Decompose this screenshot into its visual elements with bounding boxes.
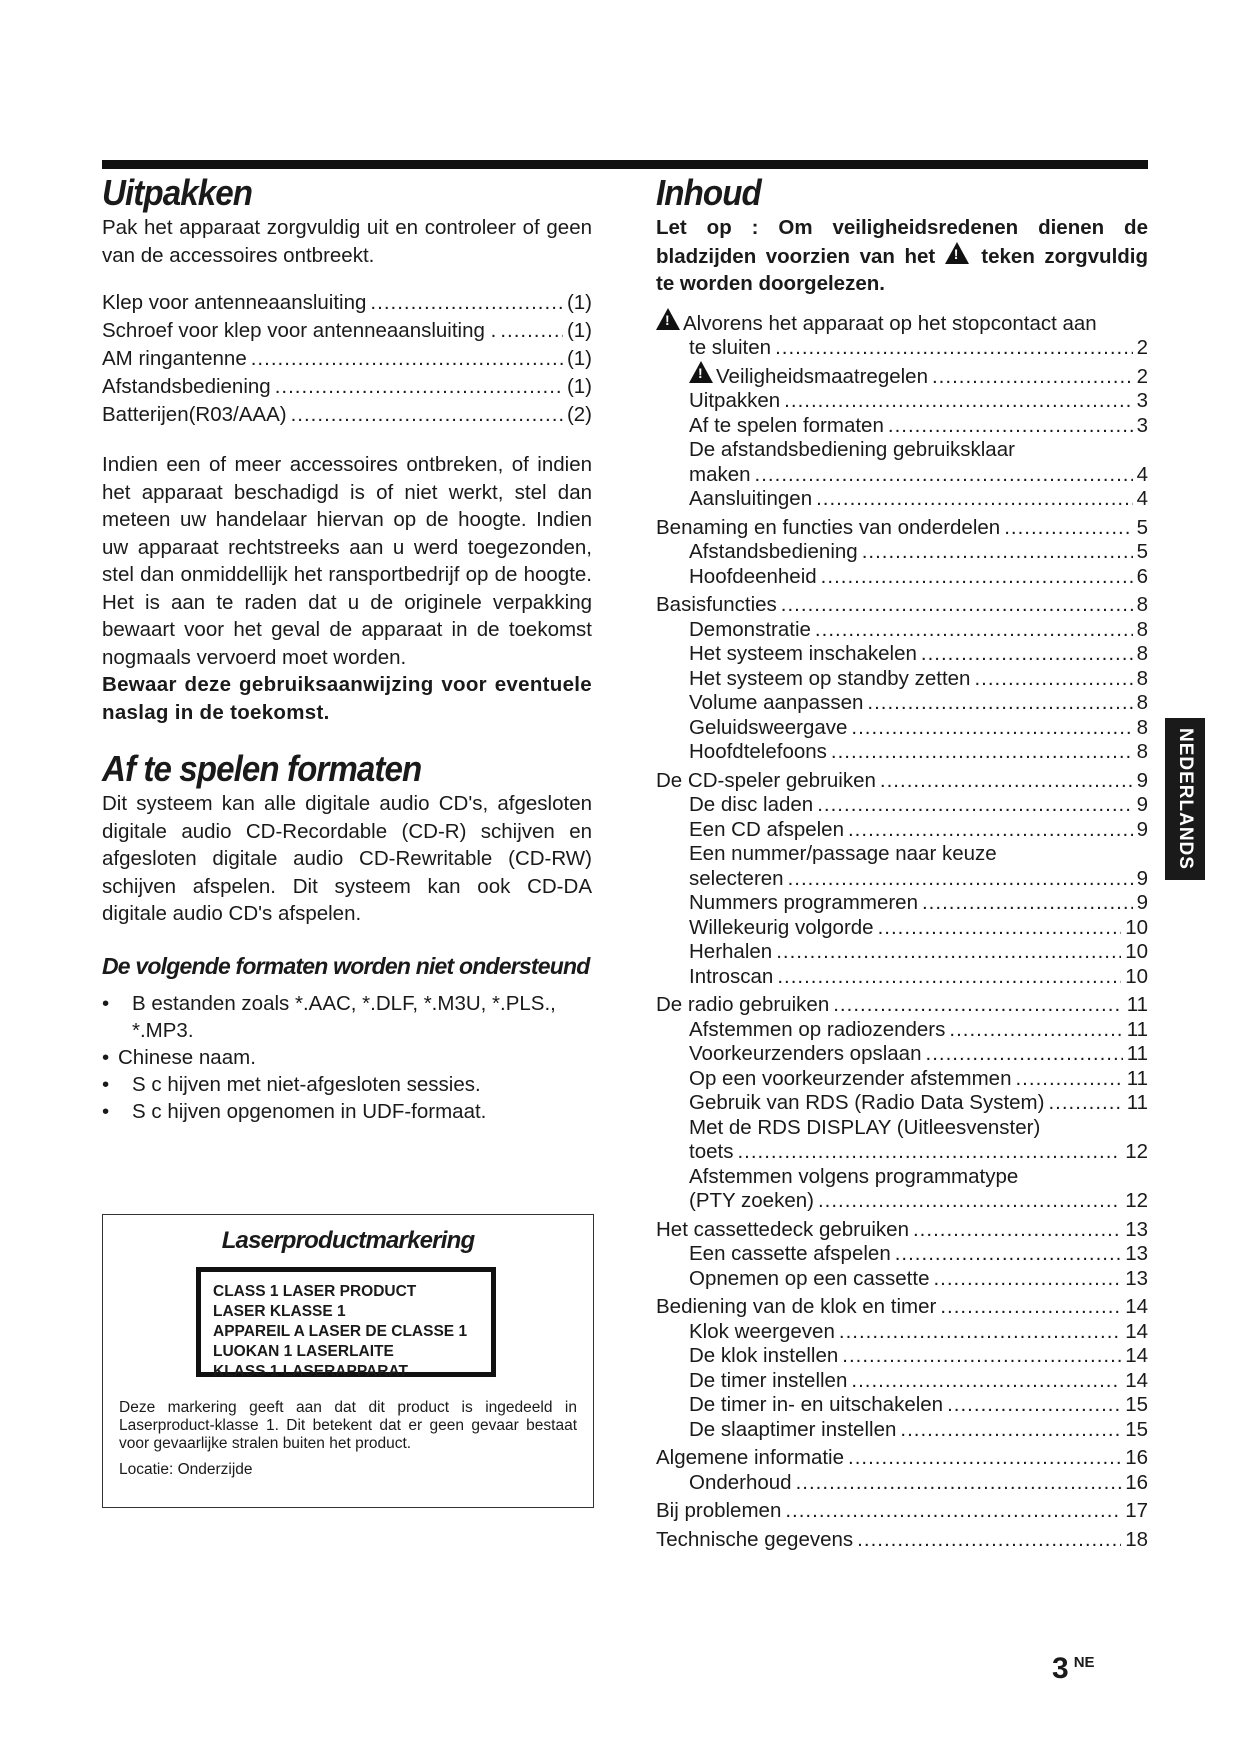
- leader-dots: [785, 1499, 1121, 1524]
- accessory-label: Schroef voor klep voor antenneaansluiting .: [102, 319, 497, 342]
- toc-label: Algemene informatie: [656, 1446, 845, 1469]
- toc-label: De afstandsbediening gebruiksklaar: [689, 438, 1015, 461]
- leader-dots: [1048, 1091, 1122, 1116]
- toc-entry: [656, 516, 1148, 541]
- toc-label: Bediening van de klok en timer: [656, 1295, 937, 1318]
- accessory-label: AM ringantenne: [102, 347, 247, 370]
- leader-dots: [776, 940, 1121, 965]
- accessory-qty: (1): [566, 347, 592, 370]
- laser-tag-line: LUOKAN 1 LASERLAITE: [213, 1343, 394, 1360]
- leader-dots: [500, 317, 563, 345]
- toc-page: 8: [1136, 617, 1148, 641]
- accessory-label: Afstandsbediening: [102, 375, 271, 398]
- leader-dots: [777, 965, 1121, 990]
- leader-dots: [932, 365, 1133, 390]
- leader-dots: [737, 1140, 1121, 1165]
- toc-page: 6: [1136, 564, 1148, 588]
- leader-dots: [848, 818, 1133, 843]
- contents-title: Inhoud: [656, 172, 761, 213]
- leader-dots: [900, 1418, 1121, 1443]
- leader-dots: [851, 716, 1132, 741]
- toc-page: 13: [1125, 1242, 1148, 1265]
- toc-entry: [656, 389, 1148, 414]
- warning-triangle-icon: [945, 242, 969, 264]
- toc-entry: [656, 891, 1148, 916]
- toc-entry: [656, 1267, 1148, 1292]
- toc-label: Een nummer/passage naar keuze: [689, 842, 997, 865]
- leader-dots: [755, 463, 1133, 488]
- leader-dots: [933, 1267, 1121, 1292]
- toc-entry: [656, 1140, 1148, 1165]
- toc-page: 2: [1136, 336, 1148, 359]
- toc-entry: [656, 414, 1148, 439]
- toc-page: 5: [1136, 540, 1148, 563]
- leader-dots: [1004, 516, 1132, 541]
- safety-note-b: teken zorgvuldig te worden doorgelezen.: [656, 244, 1149, 295]
- toc-label: Geluidsweergave: [689, 715, 848, 739]
- leader-dots: [947, 1393, 1121, 1418]
- accessory-row: [102, 373, 592, 401]
- toc-label: te sluiten: [689, 336, 772, 359]
- leader-dots: [817, 793, 1132, 818]
- leader-dots: [833, 993, 1122, 1018]
- toc-entry: [656, 740, 1148, 765]
- toc-label: Introscan: [689, 964, 774, 988]
- toc-label: De CD-speler gebruiken: [656, 768, 876, 792]
- accessory-qty: (1): [566, 291, 592, 314]
- page-number-value: 3: [1052, 1652, 1069, 1685]
- toc-entry: [656, 336, 1148, 361]
- toc-page: 3: [1136, 389, 1148, 412]
- toc-entry: [656, 1393, 1148, 1418]
- toc-entry: [656, 618, 1148, 643]
- accessory-label: Klep voor antenneaansluiting: [102, 291, 367, 314]
- toc-label: Hoofdeenheid: [689, 564, 817, 588]
- laser-tag-line: CLASS 1 LASER PRODUCT: [213, 1283, 417, 1300]
- leader-dots: [940, 1295, 1121, 1320]
- unsupported-list: [102, 990, 592, 1125]
- left-column: [102, 172, 592, 1125]
- toc-entry: [656, 1242, 1148, 1267]
- leader-dots: [913, 1218, 1121, 1243]
- accessory-label: Batterijen(R03/AAA): [102, 403, 287, 426]
- leader-dots: [815, 618, 1133, 643]
- leader-dots: [949, 1018, 1122, 1043]
- toc-label: Onderhoud: [689, 1470, 792, 1494]
- toc-entry: [656, 1471, 1148, 1496]
- toc-page: 13: [1125, 1217, 1148, 1241]
- toc-label: Bij problemen: [656, 1499, 782, 1522]
- toc-entry: [656, 565, 1148, 590]
- leader-dots: [796, 1471, 1122, 1496]
- toc-label: Opnemen op een cassette: [689, 1266, 930, 1290]
- unsupported-title: De volgende formaten worden niet ondersteund: [102, 952, 590, 979]
- leader-dots: [848, 1446, 1121, 1471]
- toc-page: 11: [1126, 993, 1148, 1016]
- safety-note: [656, 214, 1148, 298]
- toc-entry: [656, 463, 1148, 488]
- unpack-title: Uitpakken: [102, 172, 253, 213]
- leader-dots: [922, 891, 1133, 916]
- toc-entry: [656, 993, 1148, 1018]
- toc-entry: [656, 1018, 1148, 1043]
- toc-page: 5: [1136, 515, 1148, 539]
- leader-dots: [816, 487, 1133, 512]
- toc-label: maken: [689, 462, 751, 486]
- toc-label: Hoofdtelefoons: [689, 740, 827, 763]
- leader-dots: [275, 373, 563, 401]
- toc-entry: [656, 818, 1148, 843]
- toc-page: 11: [1126, 1066, 1148, 1090]
- toc-entry: [656, 842, 1148, 867]
- toc-label: Een cassette afspelen: [689, 1242, 891, 1265]
- toc-entry: [656, 940, 1148, 965]
- accessory-row: [102, 317, 592, 345]
- top-rule: [102, 160, 1148, 169]
- toc-label: Nummers programmeren: [689, 891, 918, 914]
- toc-page: 9: [1136, 768, 1148, 792]
- toc-page: 16: [1125, 1446, 1148, 1469]
- toc-entry: [656, 691, 1148, 716]
- toc-page: 11: [1126, 1017, 1148, 1041]
- toc-label: Een CD afspelen: [689, 817, 844, 841]
- accessory-qty: (1): [566, 375, 592, 398]
- toc-page: 4: [1136, 487, 1148, 510]
- formats-title: Af te spelen formaten: [102, 748, 422, 789]
- toc-label: Benaming en functies van onderdelen: [656, 515, 1001, 539]
- leader-dots: [880, 769, 1133, 794]
- toc-label: Afstemmen volgens programmatype: [689, 1164, 1019, 1188]
- leader-dots: [921, 642, 1133, 667]
- toc-label: Klok weergeven: [689, 1319, 835, 1343]
- toc-page: 18: [1125, 1527, 1148, 1551]
- toc-page: 8: [1136, 691, 1148, 714]
- toc-page: 14: [1125, 1319, 1148, 1343]
- toc-page: 13: [1125, 1266, 1148, 1290]
- toc-entry: [656, 716, 1148, 741]
- leader-dots: [1015, 1067, 1122, 1092]
- toc-entry: [656, 593, 1148, 618]
- accessory-list: [102, 289, 592, 429]
- toc-label: De timer in- en uitschakelen: [689, 1393, 944, 1416]
- toc-label: Veiligheidsmaatregelen: [716, 364, 928, 388]
- list-item: • S c hijven met niet-afgesloten sessies.: [102, 1071, 592, 1098]
- right-column: [656, 172, 1148, 1552]
- toc-page: 11: [1126, 1042, 1148, 1065]
- toc-label: Af te spelen formaten: [689, 413, 884, 437]
- toc-page: 15: [1125, 1393, 1148, 1416]
- toc-label: Willekeurig volgorde: [689, 915, 874, 939]
- toc-entry: [656, 1369, 1148, 1394]
- toc-page: 9: [1136, 891, 1148, 914]
- safety-note-a: Let op : Om veiligheidsredenen dienen de bladzijden voorzien van het: [656, 216, 1148, 268]
- leader-dots: [775, 336, 1133, 361]
- leader-dots: [821, 565, 1133, 590]
- toc-label: toets: [689, 1140, 734, 1163]
- toc-entry: [656, 1116, 1148, 1141]
- toc-label: Het cassettedeck gebruiken: [656, 1217, 909, 1241]
- toc-entry: [656, 916, 1148, 941]
- accessory-row: [102, 289, 592, 317]
- toc-page: 15: [1125, 1417, 1148, 1441]
- toc-entry: [656, 769, 1148, 794]
- toc-label: Afstemmen op radiozenders: [689, 1017, 946, 1041]
- accessory-row: [102, 401, 592, 429]
- toc-label: Met de RDS DISPLAY (Uitleesvenster): [689, 1115, 1041, 1139]
- toc-entry: [656, 1344, 1148, 1369]
- toc-page: 8: [1136, 715, 1148, 739]
- laser-class-label: [196, 1267, 496, 1380]
- toc-entry: [656, 867, 1148, 892]
- toc-label: Herhalen: [689, 940, 773, 963]
- toc-page: 8: [1136, 740, 1148, 763]
- toc-page: 10: [1125, 940, 1148, 963]
- toc-page: 14: [1125, 1368, 1148, 1392]
- laser-tag-line: KLASS 1 LASERAPPARAT: [213, 1363, 408, 1380]
- leader-dots: [888, 414, 1133, 439]
- toc-page: 10: [1125, 964, 1148, 988]
- toc-label: Volume aanpassen: [689, 691, 864, 714]
- toc-page: 9: [1136, 817, 1148, 841]
- laser-marking-box: [102, 1214, 594, 1508]
- toc-label: (PTY zoeken): [689, 1189, 814, 1212]
- toc-label: De timer instellen: [689, 1368, 848, 1392]
- unpack-intro: Pak het apparaat zorgvuldig uit en controleer of geen van de accessoires ontbreekt.: [102, 216, 592, 267]
- toc-page: 11: [1126, 1091, 1148, 1114]
- page-number: [1052, 1652, 1095, 1686]
- leader-dots: [370, 289, 563, 317]
- table-of-contents: [656, 308, 1148, 1553]
- leader-dots: [788, 867, 1133, 892]
- missing-accessories-text: Indien een of meer accessoires ontbreken, of indien het apparaat beschadigd is of niet werkt, stel dan meteen uw handelaar hiervan op de hoogte. Indien uw apparaat rechtstreeks aan u werd toegezonden, stel dan onmiddellijk het ransportbedrijf op de hoogte. Het is aan te raden dat u de originele verpakking bewaart voor het geval de apparaat in de toekomst nogmaals vervoerd moet worden.: [102, 453, 592, 669]
- toc-page: 8: [1136, 593, 1148, 616]
- toc-label: Het systeem inschakelen: [689, 642, 917, 665]
- leader-dots: [831, 740, 1133, 765]
- leader-dots: [862, 540, 1133, 565]
- toc-entry: [656, 1499, 1148, 1524]
- leader-dots: [781, 593, 1133, 618]
- leader-dots: [851, 1369, 1121, 1394]
- leader-dots: [784, 389, 1132, 414]
- list-item: • S c hijven opgenomen in UDF-formaat.: [102, 1098, 592, 1125]
- toc-entry: [656, 1418, 1148, 1443]
- leader-dots: [895, 1242, 1121, 1267]
- leader-dots: [291, 401, 563, 429]
- toc-label: Alvorens het apparaat op het stopcontact aan: [683, 311, 1097, 335]
- toc-entry: [656, 642, 1148, 667]
- toc-entry: [656, 438, 1148, 463]
- toc-entry: [656, 1446, 1148, 1471]
- toc-entry: [656, 361, 1148, 390]
- toc-label: Op een voorkeurzender afstemmen: [689, 1066, 1012, 1090]
- toc-page: 4: [1136, 462, 1148, 486]
- toc-label: Demonstratie: [689, 617, 811, 641]
- toc-page: 8: [1136, 666, 1148, 690]
- leader-dots: [974, 667, 1132, 692]
- toc-label: Het systeem op standby zetten: [689, 666, 971, 690]
- leader-dots: [926, 1042, 1123, 1067]
- laser-location: Locatie: Onderzijde: [119, 1461, 253, 1478]
- toc-page: 12: [1125, 1189, 1148, 1212]
- toc-page: 9: [1136, 793, 1148, 816]
- toc-page: 9: [1136, 866, 1148, 890]
- toc-page: 14: [1125, 1295, 1148, 1318]
- toc-label: Aansluitingen: [689, 487, 813, 510]
- language-tab: NEDERLANDS: [1165, 718, 1205, 880]
- list-item: • B estanden zoals *.AAC, *.DLF, *.M3U, *.PLS., *.MP3.: [102, 990, 592, 1044]
- toc-label: Technische gegevens: [656, 1527, 854, 1551]
- toc-label: Uitpakken: [689, 389, 781, 412]
- toc-label: De slaaptimer instellen: [689, 1417, 897, 1441]
- toc-entry: [656, 1320, 1148, 1345]
- toc-entry: [656, 1528, 1148, 1553]
- toc-entry: [656, 1218, 1148, 1243]
- toc-page: 10: [1125, 915, 1148, 939]
- leader-dots: [867, 691, 1132, 716]
- leader-dots: [839, 1320, 1121, 1345]
- leader-dots: [818, 1189, 1121, 1214]
- toc-entry: [656, 487, 1148, 512]
- toc-entry: [656, 1091, 1148, 1116]
- laser-tag-line: APPAREIL A LASER DE CLASSE 1: [213, 1323, 468, 1340]
- toc-entry: [656, 540, 1148, 565]
- toc-label: Basisfuncties: [656, 593, 777, 616]
- leader-dots: [251, 345, 563, 373]
- toc-entry: [656, 965, 1148, 990]
- laser-text: Deze markering geeft aan dat dit product is ingedeeld in Laserproduct-klasse 1. Dit betekent dat er geen gevaar bestaat voor gevaarlijke stralen buiten het product.: [119, 1399, 577, 1452]
- toc-entry: [656, 1042, 1148, 1067]
- toc-entry: [656, 1295, 1148, 1320]
- page-number-suffix: NE: [1073, 1654, 1095, 1671]
- toc-page: 3: [1136, 413, 1148, 437]
- laser-description: [119, 1399, 577, 1479]
- toc-label: De radio gebruiken: [656, 993, 830, 1016]
- toc-entry: [656, 793, 1148, 818]
- keep-manual-text: Bewaar deze gebruiksaanwijzing voor eventuele naslag in de toekomst.: [102, 673, 592, 724]
- toc-label: Voorkeurzenders opslaan: [689, 1042, 922, 1065]
- toc-page: 14: [1125, 1344, 1148, 1367]
- toc-page: 12: [1125, 1140, 1148, 1163]
- leader-dots: [878, 916, 1122, 941]
- toc-label: Afstandsbediening: [689, 540, 858, 563]
- toc-label: De klok instellen: [689, 1344, 839, 1367]
- toc-entry: [656, 667, 1148, 692]
- toc-entry: [656, 1189, 1148, 1214]
- accessory-qty: (1): [566, 319, 592, 342]
- warning-triangle-icon: [656, 308, 680, 330]
- accessory-qty: (2): [566, 403, 592, 426]
- toc-entry: [656, 1067, 1148, 1092]
- laser-tag-line: LASER KLASSE 1: [213, 1303, 346, 1320]
- list-item: • Chinese naam.: [102, 1044, 592, 1071]
- leader-dots: [857, 1528, 1121, 1553]
- toc-label: De disc laden: [689, 793, 814, 816]
- toc-entry: [656, 1165, 1148, 1190]
- accessory-row: [102, 345, 592, 373]
- toc-label: selecteren: [689, 866, 784, 890]
- toc-page: 17: [1125, 1499, 1148, 1522]
- toc-page: 2: [1136, 364, 1148, 388]
- toc-entry: [656, 308, 1148, 337]
- toc-label: Gebruik van RDS (Radio Data System): [689, 1091, 1045, 1114]
- toc-page: 8: [1136, 642, 1148, 665]
- formats-text: Dit systeem kan alle digitale audio CD's, afgesloten digitale audio CD-Recordable (CD-R) schijven en afgesloten digitale audio CD-Rewritable (CD-RW) schijven afspelen. Dit systeem kan ook CD-DA digitale audio CD's afspelen.: [102, 792, 592, 925]
- warning-triangle-icon: [689, 361, 713, 383]
- leader-dots: [842, 1344, 1121, 1369]
- toc-page: 16: [1125, 1470, 1148, 1494]
- laser-title: Laserproductmarkering: [221, 1227, 475, 1254]
